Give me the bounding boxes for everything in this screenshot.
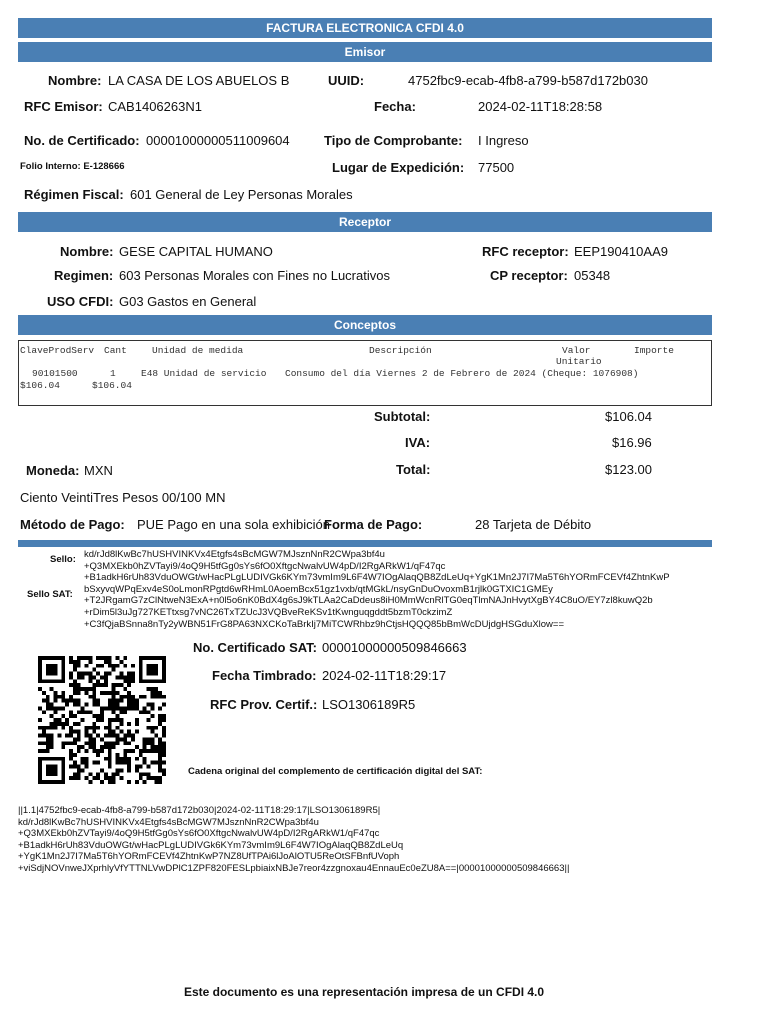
sello-sat-line: +B1adkH6rUh83VduOWGt/wHacPLgLUDIVGk6KYm73vmIm9L6F4W7IOgAlaqQB8ZdLeUq+YgK1Mn2J7I7Ma5T6hYORmFCEVf4ZhtnKwP [84,572,670,584]
row-clave: 90101500 [32,368,78,379]
metodo-pago-label: Método de Pago: [20,517,125,532]
total-value: $123.00 [605,462,652,477]
cert-sat-label: No. Certificado SAT: [193,640,317,655]
col-header-clave: ClaveProdServ [20,345,95,356]
cert-sat-value: 00001000000509846663 [322,640,467,655]
cp-receptor-value: 05348 [574,268,611,283]
row-unidad: E48 Unidad de servicio [141,368,267,379]
sello-sat-line: bSxyvqWPqExv4eS0oLmonRPgtd6wRHmL0AoemBcx51gz1vxb/qtMGkL/nsyGnDuOvoxmB1rjlk0GTXIC1GMEy [84,583,553,595]
certificado-value: 00001000000511009604 [146,133,290,148]
total-label: Total: [396,462,431,477]
sello-sat-label: Sello SAT: [27,589,73,600]
receptor-regimen-value: 603 Personas Morales con Fines no Lucrativos [119,268,390,283]
sello-text-block [84,549,670,630]
forma-pago-value: 28 Tarjeta de Débito [475,517,592,532]
cp-receptor-label: CP receptor: [490,268,568,283]
sello-sat-line: +C3fQjaBSnna8nTy2yWBN51FrG8PA63NXCKoTaBrkIj7MiTCWRhbz9hCtjsHQQQ85bBmWcDUjdgHSGduXlow== [84,618,565,630]
receptor-section-title: Receptor [338,215,391,229]
conceptos-section-bar [18,315,712,335]
sello-label: Sello: [50,554,76,565]
moneda-value: MXN [84,463,113,478]
footer-note: Este documento es una representación impresa de un CFDI 4.0 [183,985,545,999]
row-cant: 1 [110,368,116,379]
cadena-line: +viSdjNOVnweJXprhlyVfYTTNLVwDPlC1ZPF820FESLpbiaixNBJe7reor4zzgnoxau4EnnauEc0eZU8A==|00001000000509846663|| [18,862,570,874]
cadena-line: +YgK1Mn2J7I7Ma5T6hYORmFCEVf4ZhtnKwP7NZ8UfTPAi6lJoAlOTU5ReOtSFBnfUVoph [18,851,400,863]
subtotal-value: $106.04 [605,409,652,424]
rfc-prov-certif-label: RFC Prov. Certif.: [210,697,318,712]
regimen-fiscal-value: 601 General de Ley Personas Morales [130,187,353,202]
rfc-emisor-label: RFC Emisor: [24,99,103,114]
uuid-label: UUID: [328,73,365,88]
conceptos-section-title: Conceptos [333,318,396,332]
emisor-nombre-value: LA CASA DE LOS ABUELOS B [108,73,290,88]
col-header-valor-unitario: Unitario [556,356,602,367]
fecha-timbrado-value: 2024-02-11T18:29:17 [322,668,447,683]
cadena-original-title: Cadena original del complemento de certificación digital del SAT: [188,766,483,777]
col-header-unidad: Unidad de medida [152,345,244,356]
receptor-nombre-value: GESE CAPITAL HUMANO [119,244,273,259]
row-valor-unitario: $106.04 [20,380,60,391]
emisor-section-title: Emisor [344,45,386,59]
sello-sat-line: +rDim5l3uJg727KETtxsg7vNC26TxTZUcJ3VQBveReKSv1tKwnguqgddt5bzmT0ckzimZ [84,606,453,618]
uuid-value: 4752fbc9-ecab-4fb8-a799-b587d172b030 [408,73,648,88]
fecha-value: 2024-02-11T18:28:58 [478,99,603,114]
receptor-nombre-label: Nombre: [60,244,114,259]
importe-con-letra: Ciento VeintiTres Pesos 00/100 MN [20,490,226,505]
emisor-section-bar [18,42,712,62]
iva-value: $16.96 [612,435,652,450]
sello-line: +Q3MXEkb0hZVTayi9/4oQ9H5tfGg0sYs6fO0XftgcNwalvUW4pD/I2RgARkW1/qF47qc [84,560,446,572]
iva-label: IVA: [405,435,431,450]
cadena-line: +Q3MXEkb0hZVTayi9/4oQ9H5tfGg0sYs6fO0XftgcNwalvUW4pD/I2RgARkW1/qF47qc [18,828,380,840]
rfc-receptor-value: EEP190410AA9 [574,244,668,259]
cadena-line: +B1adkH6rUh83VduOWGt/wHacPLgLUDIVGk6KYm73vmIm9L6F4W7IOgAlaqQB8ZdLeUq [18,839,404,851]
cadena-original-block [18,805,569,875]
col-header-cant: Cant [104,345,127,356]
metodo-pago-value: PUE Pago en una sola exhibición [137,517,330,532]
receptor-section-bar [18,212,712,232]
certificado-label: No. de Certificado: [24,133,140,148]
uso-cfdi-label: USO CFDI: [47,294,114,309]
col-header-valor: Valor [562,345,591,356]
moneda-label: Moneda: [26,463,80,478]
sello-sat-line: +T2JRgamG7zClNtweN3ExA+n0l5o6nK0BdX4g6sJ9kTLAa2CaDdeus8iH0MmWcnRlTG0eqTlmNAJnHvytXgBY4C8uO/EY7zl8kuwQ2b [84,595,653,607]
folio-interno-value: E-128666 [83,161,125,172]
subtotal-label: Subtotal: [374,409,431,424]
cadena-line: ||1.1|4752fbc9-ecab-4fb8-a799-b587d172b030|2024-02-11T18:29:17|LSO1306189R5| [18,805,381,816]
receptor-regimen-label: Regimen: [54,268,114,283]
rfc-emisor-value: CAB1406263N1 [108,99,202,114]
col-header-importe: Importe [634,345,674,356]
cadena-line: kd/rJd8lKwBc7hUSHVINKVx4Etgfs4sBcMGW7MJsznNnR2CWpa3bf4u [18,816,319,828]
fecha-timbrado-label: Fecha Timbrado: [212,668,317,683]
col-header-descripcion: Descripción [369,345,432,356]
fecha-label: Fecha: [374,99,416,114]
tipo-comprobante-value: I Ingreso [478,133,529,148]
qr-code-icon [38,656,166,784]
row-descripcion: Consumo del día Viernes 2 de Febrero de 2024 (Cheque: 1076908) [285,368,639,379]
tipo-comprobante-label: Tipo de Comprobante: [324,133,463,148]
document-title: FACTURA ELECTRONICA CFDI 4.0 [266,21,464,35]
document-title-bar [18,18,712,38]
emisor-nombre-label: Nombre: [48,73,102,88]
forma-pago-label: Forma de Pago: [324,517,423,532]
rfc-receptor-label: RFC receptor: [482,244,569,259]
row-importe: $106.04 [92,380,132,391]
lugar-expedicion-label: Lugar de Expedición: [332,160,465,175]
rfc-prov-certif-value: LSO1306189R5 [322,697,416,712]
sello-line: kd/rJd8lKwBc7hUSHVINKVx4Etgfs4sBcMGW7MJsznNnR2CWpa3bf4u [84,549,385,560]
timbre-divider-bar [18,540,712,547]
folio-interno [20,161,125,172]
folio-interno-label: Folio Interno: [20,161,81,172]
lugar-expedicion-value: 77500 [478,160,515,175]
regimen-fiscal-label: Régimen Fiscal: [24,187,124,202]
uso-cfdi-value: G03 Gastos en General [119,294,257,309]
